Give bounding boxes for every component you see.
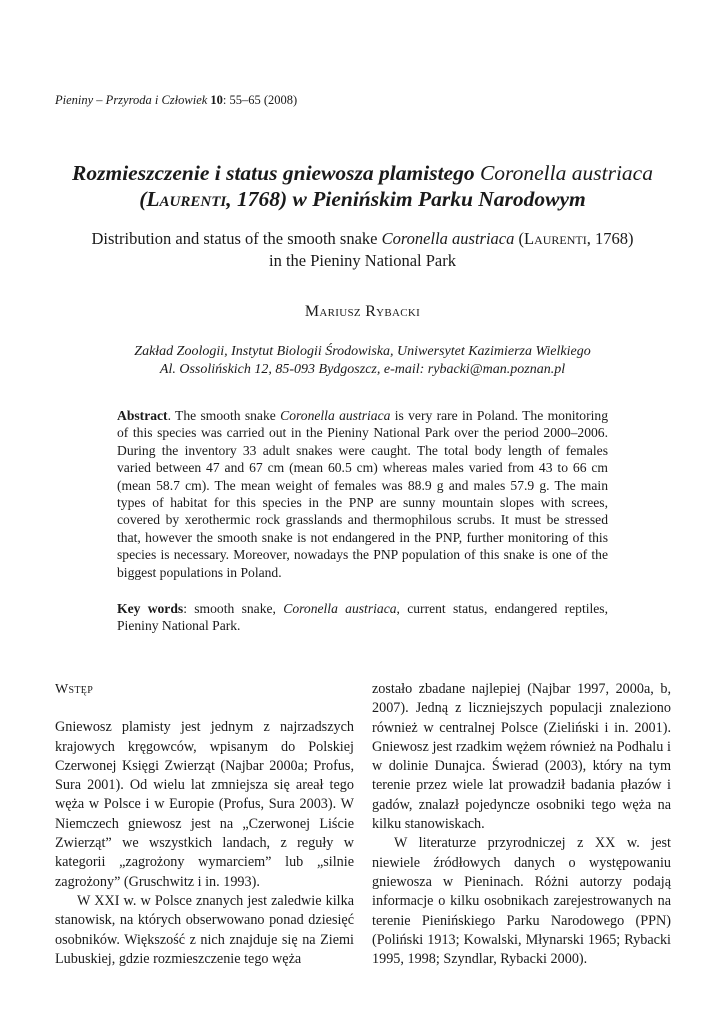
journal-pages-year: : 55–65 (2008) bbox=[222, 93, 298, 107]
right-column bbox=[372, 680, 671, 969]
title-part1: Rozmieszczenie i status gniewosza plamistego bbox=[72, 161, 475, 185]
body-paragraph: W literaturze przyrodniczej z XX w. jest niewiele źródłowych danych o występowaniu gniewosza w Pieninach. Różni autorzy podają informacje o kilku osobnikach zarejestrowanych na terenie Pienińskiego Parku Narodowego (PPN) (Poliński 1913; Kowalski, Młynarski 1965; Rybacki 1995, 1998; Szyndlar, Rybacki 2000). bbox=[372, 835, 671, 968]
journal-volume: 10 bbox=[210, 93, 223, 107]
author-affiliation bbox=[30, 343, 695, 379]
abstract-text-a: . The smooth snake bbox=[167, 408, 276, 423]
affiliation-line2: Al. Ossolińskich 12, 85-093 Bydgoszcz, e-mail: rybacki@man.poznan.pl bbox=[159, 362, 566, 377]
subtitle-rest: , 1768) bbox=[586, 229, 634, 248]
title-part2: w Pienińskim Parku Narodowym bbox=[292, 187, 586, 211]
section-heading: Wstęp bbox=[55, 682, 94, 697]
author-name: Mariusz Rybacki bbox=[304, 303, 421, 320]
abstract-label: Abstract bbox=[117, 408, 168, 423]
title-year: , 1768) bbox=[226, 187, 288, 211]
keywords-species: Coronella austriaca bbox=[283, 601, 397, 616]
subtitle-author: Laurenti bbox=[524, 229, 587, 248]
keywords-block bbox=[117, 600, 608, 635]
title-open-paren: ( bbox=[139, 187, 147, 211]
article-subtitle bbox=[30, 228, 695, 272]
body-paragraph: Gniewosz plamisty jest jednym z najrzadszych krajowych kręgowców, wpisanym do Polskiej Czerwonej Księgi Zwierząt (Najbar 2000a; Profus, Sura 2001). Od wielu lat zmniejsza się areał tego węża w Polsce i w Europie (Profus, Sura 2003). W Niemczech gniewosz jest na „Czerwonej Liście Zwierząt” we wszystkich landach, z reguły w kategorii „zagrożony wymarciem” lub „silnie zagrożony” (Gruschwitz i in. 1993). bbox=[55, 719, 354, 890]
journal-citation bbox=[55, 93, 297, 108]
journal-name: Pieniny – Przyroda i Człowiek bbox=[55, 93, 208, 107]
body-paragraph: zostało zbadane najlepiej (Najbar 1997, 2000a, b, 2007). Jedną z liczniejszych populacji znaleziono również w centralnej Polsce (Zieliński i in. 2001). Gniewosz jest rzadkim wężem również na Podhalu i w dolinie Dunajca. Świerad (2003), który na tym terenie przez wiele lat prowadził badania płazów i gadów, znalazł pojedyncze osobniki tego węża na kilku stanowiskach. bbox=[372, 681, 671, 833]
subtitle-part1: Distribution and status of the smooth snake bbox=[91, 229, 378, 248]
keywords-text-b: , current status, endangered reptiles, Pieniny National Park. bbox=[117, 601, 608, 634]
body-paragraph: W XXI w. w Polsce znanych jest zaledwie kilka stanowisk, na których obserwowano ponad dziesięć osobników. Większość z nich znajduje się na Ziemi Lubuskiej, gdzie rozmieszczenie tego węża bbox=[55, 892, 354, 967]
keywords-label: Key words bbox=[117, 601, 184, 616]
article-title bbox=[30, 160, 695, 212]
keywords-text-a: : smooth snake, bbox=[183, 601, 276, 616]
title-species: Coronella austriaca bbox=[479, 161, 653, 185]
affiliation-line1: Zakład Zoologii, Instytut Biologii Środowiska, Uniwersytet Kazimierza Wielkiego bbox=[134, 344, 591, 359]
abstract-block bbox=[117, 407, 608, 581]
subtitle-line2: in the Pieniny National Park bbox=[269, 251, 456, 270]
subtitle-species: Coronella austriaca bbox=[381, 229, 515, 248]
abstract-text-b: is very rare in Poland. The monitoring of this species was carried out in the Pieniny National Park over the period 2000–2006. During the inventory 33 adult snakes were caught. The total body length of females varied between 47 and 67 cm (mean 60.5 cm) whereas males varied from 43 to 66 cm (mean 58.7 cm). The mean weight of females was 88.9 g and males 57.9 g. The main types of habitat for this species in the PNP are sunny mountain slopes with screes, covered by xerothermic rock grasslands and thermophilous scrubs. It must be stressed that, however the smooth snake is not endangered in the PNP, further monitoring of this species is necessary. Moreover, nowadays the PNP population of this snake is one of the biggest populations in Poland. bbox=[117, 408, 608, 580]
subtitle-open-paren: ( bbox=[518, 229, 524, 248]
title-author: Laurenti bbox=[146, 187, 227, 211]
left-column bbox=[55, 680, 354, 969]
abstract-species: Coronella austriaca bbox=[280, 408, 391, 423]
